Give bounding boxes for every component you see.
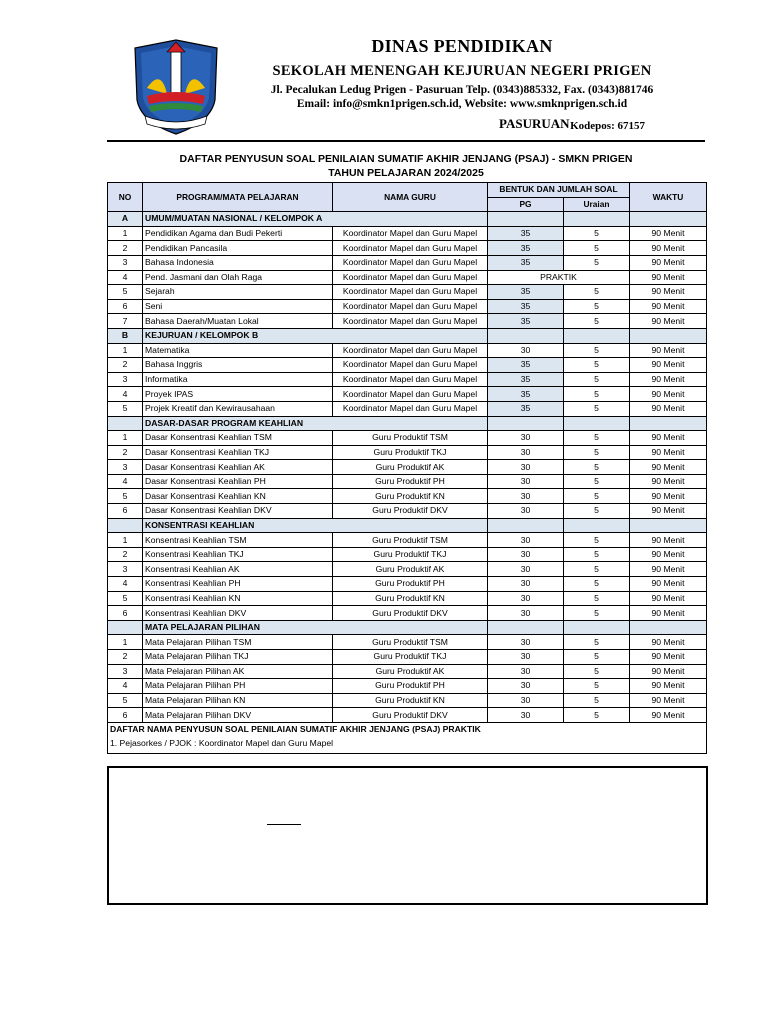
section-code xyxy=(108,518,143,533)
row-pg: 35 xyxy=(488,358,564,373)
section-empty-cell xyxy=(488,328,564,343)
row-teacher: Koordinator Mapel dan Guru Mapel xyxy=(333,285,488,300)
row-pg: 30 xyxy=(488,650,564,665)
row-time: 90 Menit xyxy=(630,255,707,270)
section-code xyxy=(108,416,143,431)
row-pg: 35 xyxy=(488,314,564,329)
row-essay: 5 xyxy=(564,255,630,270)
section-empty-cell xyxy=(630,212,707,227)
row-essay: 5 xyxy=(564,474,630,489)
row-teacher: Guru Produktif AK xyxy=(333,664,488,679)
section-empty-cell xyxy=(630,518,707,533)
row-teacher: Koordinator Mapel dan Guru Mapel xyxy=(333,226,488,241)
row-teacher: Koordinator Mapel dan Guru Mapel xyxy=(333,343,488,358)
row-no: 1 xyxy=(108,343,143,358)
row-teacher: Guru Produktif KN xyxy=(333,693,488,708)
row-subject: Proyek IPAS xyxy=(143,387,333,402)
row-pg: 35 xyxy=(488,255,564,270)
row-time: 90 Menit xyxy=(630,533,707,548)
row-subject: Dasar Konsentrasi Keahlian TSM xyxy=(143,431,333,446)
row-teacher: Koordinator Mapel dan Guru Mapel xyxy=(333,299,488,314)
row-essay: 5 xyxy=(564,577,630,592)
practice-note-row xyxy=(108,722,707,736)
section-row xyxy=(108,518,707,533)
school-contact: Email: info@smkn1prigen.sch.id, Website: www.smknprigen.sch.id xyxy=(296,98,628,110)
row-teacher: Guru Produktif PH xyxy=(333,474,488,489)
section-row xyxy=(108,416,707,431)
row-no: 2 xyxy=(108,547,143,562)
row-subject: Konsentrasi Keahlian TSM xyxy=(143,533,333,548)
row-subject: Dasar Konsentrasi Keahlian AK xyxy=(143,460,333,475)
row-subject: Konsentrasi Keahlian DKV xyxy=(143,606,333,621)
section-code: A xyxy=(108,212,143,227)
row-essay: 5 xyxy=(564,445,630,460)
row-no: 4 xyxy=(108,270,143,285)
row-essay: 5 xyxy=(564,285,630,300)
row-essay: 5 xyxy=(564,226,630,241)
row-teacher: Guru Produktif KN xyxy=(333,489,488,504)
section-empty-cell xyxy=(488,518,564,533)
row-subject: Bahasa Daerah/Muatan Lokal xyxy=(143,314,333,329)
table-row xyxy=(108,401,707,416)
section-empty-cell xyxy=(564,416,630,431)
row-no: 4 xyxy=(108,679,143,694)
table-row xyxy=(108,314,707,329)
row-subject: Mata Pelajaran Pilihan TKJ xyxy=(143,650,333,665)
row-pg: 30 xyxy=(488,504,564,519)
table-row xyxy=(108,299,707,314)
row-pg: 30 xyxy=(488,577,564,592)
row-pg: 30 xyxy=(488,693,564,708)
table-row xyxy=(108,664,707,679)
row-time: 90 Menit xyxy=(630,241,707,256)
row-essay: 5 xyxy=(564,299,630,314)
row-time: 90 Menit xyxy=(630,562,707,577)
section-empty-cell xyxy=(564,328,630,343)
row-no: 5 xyxy=(108,401,143,416)
row-essay: 5 xyxy=(564,372,630,387)
row-subject: Pendidikan Pancasila xyxy=(143,241,333,256)
table-row xyxy=(108,606,707,621)
row-subject: Bahasa Indonesia xyxy=(143,255,333,270)
section-empty-cell xyxy=(630,328,707,343)
row-no: 2 xyxy=(108,241,143,256)
row-time: 90 Menit xyxy=(630,358,707,373)
table-row xyxy=(108,591,707,606)
row-subject: Konsentrasi Keahlian AK xyxy=(143,562,333,577)
row-pg: 35 xyxy=(488,226,564,241)
row-pg: 30 xyxy=(488,708,564,723)
row-no: 6 xyxy=(108,708,143,723)
row-subject: Sejarah xyxy=(143,285,333,300)
school-address: Jl. Pecalukan Ledug Prigen - Pasuruan Telp. (0343)885332, Fax. (0343)881746 xyxy=(270,84,654,96)
row-essay: 5 xyxy=(564,547,630,562)
table-row xyxy=(108,533,707,548)
table-row xyxy=(108,343,707,358)
document-title xyxy=(107,152,705,180)
row-essay: 5 xyxy=(564,693,630,708)
signature-line xyxy=(267,824,301,825)
row-time: 90 Menit xyxy=(630,679,707,694)
row-teacher: Koordinator Mapel dan Guru Mapel xyxy=(333,401,488,416)
row-no: 2 xyxy=(108,358,143,373)
table-row xyxy=(108,693,707,708)
row-pg: 30 xyxy=(488,474,564,489)
row-subject: Mata Pelajaran Pilihan PH xyxy=(143,679,333,694)
row-time: 90 Menit xyxy=(630,547,707,562)
row-time: 90 Menit xyxy=(630,693,707,708)
row-pg: 30 xyxy=(488,460,564,475)
row-no: 5 xyxy=(108,693,143,708)
row-subject: Matematika xyxy=(143,343,333,358)
row-teacher: Guru Produktif DKV xyxy=(333,504,488,519)
row-time: 90 Menit xyxy=(630,635,707,650)
section-code xyxy=(108,620,143,635)
row-essay: 5 xyxy=(564,387,630,402)
header-pg: PG xyxy=(488,197,564,212)
row-teacher: Koordinator Mapel dan Guru Mapel xyxy=(333,358,488,373)
row-time: 90 Menit xyxy=(630,591,707,606)
row-no: 3 xyxy=(108,255,143,270)
row-time: 90 Menit xyxy=(630,664,707,679)
row-no: 3 xyxy=(108,562,143,577)
row-essay: 5 xyxy=(564,533,630,548)
row-pg: 30 xyxy=(488,431,564,446)
table-row xyxy=(108,635,707,650)
row-time: 90 Menit xyxy=(630,401,707,416)
table-row xyxy=(108,460,707,475)
row-essay: 5 xyxy=(564,650,630,665)
row-time: 90 Menit xyxy=(630,577,707,592)
row-pg: 30 xyxy=(488,445,564,460)
table-row xyxy=(108,445,707,460)
row-no: 5 xyxy=(108,489,143,504)
row-no: 4 xyxy=(108,387,143,402)
header-no: NO xyxy=(108,183,143,212)
table-row xyxy=(108,562,707,577)
row-teacher: Guru Produktif TKJ xyxy=(333,445,488,460)
section-empty-cell xyxy=(630,416,707,431)
row-practice: PRAKTIK xyxy=(488,270,630,285)
section-row xyxy=(108,620,707,635)
row-essay: 5 xyxy=(564,664,630,679)
row-essay: 5 xyxy=(564,606,630,621)
row-subject: Dasar Konsentrasi Keahlian TKJ xyxy=(143,445,333,460)
row-time: 90 Menit xyxy=(630,460,707,475)
row-time: 90 Menit xyxy=(630,314,707,329)
row-essay: 5 xyxy=(564,591,630,606)
row-subject: Pendidikan Agama dan Budi Pekerti xyxy=(143,226,333,241)
row-time: 90 Menit xyxy=(630,270,707,285)
postcode: Kodepos: 67157 xyxy=(570,120,645,132)
table-row xyxy=(108,504,707,519)
table-row xyxy=(108,679,707,694)
row-time: 90 Menit xyxy=(630,387,707,402)
section-name: DASAR-DASAR PROGRAM KEAHLIAN xyxy=(143,416,488,431)
row-pg: 30 xyxy=(488,635,564,650)
east-java-emblem-logo xyxy=(133,38,219,136)
row-pg: 30 xyxy=(488,489,564,504)
row-subject: Konsentrasi Keahlian KN xyxy=(143,591,333,606)
row-teacher: Guru Produktif PH xyxy=(333,577,488,592)
row-essay: 5 xyxy=(564,401,630,416)
title-line-2: TAHUN PELAJARAN 2024/2025 xyxy=(328,167,484,179)
table-row xyxy=(108,431,707,446)
row-teacher: Guru Produktif TKJ xyxy=(333,650,488,665)
row-pg: 35 xyxy=(488,299,564,314)
row-teacher: Guru Produktif PH xyxy=(333,679,488,694)
row-essay: 5 xyxy=(564,708,630,723)
header-question-form: BENTUK DAN JUMLAH SOAL xyxy=(488,183,630,198)
row-pg: 35 xyxy=(488,372,564,387)
row-pg: 30 xyxy=(488,679,564,694)
row-time: 90 Menit xyxy=(630,650,707,665)
table-row xyxy=(108,489,707,504)
row-teacher: Koordinator Mapel dan Guru Mapel xyxy=(333,255,488,270)
row-subject: Konsentrasi Keahlian TKJ xyxy=(143,547,333,562)
row-subject: Konsentrasi Keahlian PH xyxy=(143,577,333,592)
row-no: 1 xyxy=(108,635,143,650)
row-time: 90 Menit xyxy=(630,226,707,241)
table-row xyxy=(108,270,707,285)
row-no: 5 xyxy=(108,591,143,606)
practice-note-title: DAFTAR NAMA PENYUSUN SOAL PENILAIAN SUMATIF AKHIR JENJANG (PSAJ) PRAKTIK xyxy=(110,724,481,735)
row-pg: 30 xyxy=(488,343,564,358)
row-no: 3 xyxy=(108,664,143,679)
letterhead xyxy=(107,28,705,138)
row-pg: 35 xyxy=(488,285,564,300)
row-no: 2 xyxy=(108,650,143,665)
row-time: 90 Menit xyxy=(630,474,707,489)
section-empty-cell xyxy=(564,212,630,227)
table-row xyxy=(108,387,707,402)
row-time: 90 Menit xyxy=(630,343,707,358)
table-row xyxy=(108,255,707,270)
agency-name: DINAS PENDIDIKAN xyxy=(371,36,553,56)
table-row xyxy=(108,285,707,300)
row-time: 90 Menit xyxy=(630,299,707,314)
row-subject: Mata Pelajaran Pilihan AK xyxy=(143,664,333,679)
row-pg: 35 xyxy=(488,401,564,416)
row-subject: Mata Pelajaran Pilihan DKV xyxy=(143,708,333,723)
table-row xyxy=(108,650,707,665)
row-pg: 35 xyxy=(488,387,564,402)
row-time: 90 Menit xyxy=(630,285,707,300)
table-row xyxy=(108,358,707,373)
row-essay: 5 xyxy=(564,679,630,694)
row-subject: Mata Pelajaran Pilihan TSM xyxy=(143,635,333,650)
section-code: B xyxy=(108,328,143,343)
row-essay: 5 xyxy=(564,460,630,475)
row-no: 2 xyxy=(108,445,143,460)
row-teacher: Koordinator Mapel dan Guru Mapel xyxy=(333,387,488,402)
school-name: SEKOLAH MENENGAH KEJURUAN NEGERI PRIGEN xyxy=(272,63,652,79)
row-time: 90 Menit xyxy=(630,606,707,621)
section-empty-cell xyxy=(488,620,564,635)
row-teacher: Guru Produktif TSM xyxy=(333,431,488,446)
city-name: PASURUAN xyxy=(499,116,570,131)
row-no: 6 xyxy=(108,606,143,621)
row-no: 1 xyxy=(108,431,143,446)
row-no: 5 xyxy=(108,285,143,300)
table-row xyxy=(108,241,707,256)
practice-note-item-row xyxy=(108,737,707,754)
section-empty-cell xyxy=(564,620,630,635)
header-time: WAKTU xyxy=(630,183,707,212)
row-essay: 5 xyxy=(564,431,630,446)
row-subject: Bahasa Inggris xyxy=(143,358,333,373)
row-no: 6 xyxy=(108,299,143,314)
header-teacher: NAMA GURU xyxy=(333,183,488,212)
letterhead-divider xyxy=(107,140,705,142)
row-teacher: Koordinator Mapel dan Guru Mapel xyxy=(333,314,488,329)
row-essay: 5 xyxy=(564,343,630,358)
row-subject: Dasar Konsentrasi Keahlian DKV xyxy=(143,504,333,519)
section-empty-cell xyxy=(488,212,564,227)
row-subject: Dasar Konsentrasi Keahlian KN xyxy=(143,489,333,504)
row-no: 6 xyxy=(108,504,143,519)
table-row xyxy=(108,474,707,489)
row-no: 7 xyxy=(108,314,143,329)
row-subject: Informatika xyxy=(143,372,333,387)
row-subject: Projek Kreatif dan Kewirausahaan xyxy=(143,401,333,416)
row-subject: Dasar Konsentrasi Keahlian PH xyxy=(143,474,333,489)
row-no: 1 xyxy=(108,226,143,241)
section-row xyxy=(108,328,707,343)
row-subject: Mata Pelajaran Pilihan KN xyxy=(143,693,333,708)
row-essay: 5 xyxy=(564,489,630,504)
row-teacher: Guru Produktif TSM xyxy=(333,533,488,548)
table-row xyxy=(108,547,707,562)
row-teacher: Koordinator Mapel dan Guru Mapel xyxy=(333,270,488,285)
row-teacher: Guru Produktif AK xyxy=(333,460,488,475)
row-time: 90 Menit xyxy=(630,431,707,446)
row-pg: 30 xyxy=(488,547,564,562)
table-row xyxy=(108,708,707,723)
row-subject: Seni xyxy=(143,299,333,314)
row-time: 90 Menit xyxy=(630,445,707,460)
row-pg: 30 xyxy=(488,591,564,606)
row-time: 90 Menit xyxy=(630,708,707,723)
section-name: KEJURUAN / KELOMPOK B xyxy=(143,328,488,343)
row-no: 4 xyxy=(108,474,143,489)
exam-composer-table xyxy=(107,182,707,754)
section-name: KONSENTRASI KEAHLIAN xyxy=(143,518,488,533)
section-row xyxy=(108,212,707,227)
header-subject: PROGRAM/MATA PELAJARAN xyxy=(143,183,333,212)
row-pg: 30 xyxy=(488,606,564,621)
row-no: 1 xyxy=(108,533,143,548)
section-name: MATA PELAJARAN PILIHAN xyxy=(143,620,488,635)
row-essay: 5 xyxy=(564,314,630,329)
row-teacher: Guru Produktif KN xyxy=(333,591,488,606)
header-essay: Uraian xyxy=(564,197,630,212)
row-essay: 5 xyxy=(564,562,630,577)
row-essay: 5 xyxy=(564,504,630,519)
row-essay: 5 xyxy=(564,358,630,373)
row-essay: 5 xyxy=(564,635,630,650)
table-body xyxy=(108,212,707,723)
row-teacher: Koordinator Mapel dan Guru Mapel xyxy=(333,241,488,256)
section-empty-cell xyxy=(488,416,564,431)
row-no: 3 xyxy=(108,372,143,387)
row-teacher: Guru Produktif TSM xyxy=(333,635,488,650)
table-row xyxy=(108,372,707,387)
row-pg: 30 xyxy=(488,533,564,548)
title-line-1: DAFTAR PENYUSUN SOAL PENILAIAN SUMATIF AKHIR JENJANG (PSAJ) - SMKN PRIGEN xyxy=(179,153,633,165)
row-time: 90 Menit xyxy=(630,489,707,504)
row-no: 4 xyxy=(108,577,143,592)
row-pg: 35 xyxy=(488,241,564,256)
row-time: 90 Menit xyxy=(630,372,707,387)
signature-box xyxy=(107,766,708,905)
row-pg: 30 xyxy=(488,664,564,679)
row-teacher: Guru Produktif AK xyxy=(333,562,488,577)
row-subject: Pend. Jasmani dan Olah Raga xyxy=(143,270,333,285)
section-empty-cell xyxy=(630,620,707,635)
row-teacher: Koordinator Mapel dan Guru Mapel xyxy=(333,372,488,387)
row-time: 90 Menit xyxy=(630,504,707,519)
table-row xyxy=(108,226,707,241)
practice-note-item: 1. Pejasorkes / PJOK : Koordinator Mapel dan Guru Mapel xyxy=(110,737,334,748)
row-teacher: Guru Produktif TKJ xyxy=(333,547,488,562)
row-teacher: Guru Produktif DKV xyxy=(333,606,488,621)
table-row xyxy=(108,577,707,592)
section-empty-cell xyxy=(564,518,630,533)
row-essay: 5 xyxy=(564,241,630,256)
section-name: UMUM/MUATAN NASIONAL / KELOMPOK A xyxy=(143,212,488,227)
row-no: 3 xyxy=(108,460,143,475)
row-teacher: Guru Produktif DKV xyxy=(333,708,488,723)
row-pg: 30 xyxy=(488,562,564,577)
